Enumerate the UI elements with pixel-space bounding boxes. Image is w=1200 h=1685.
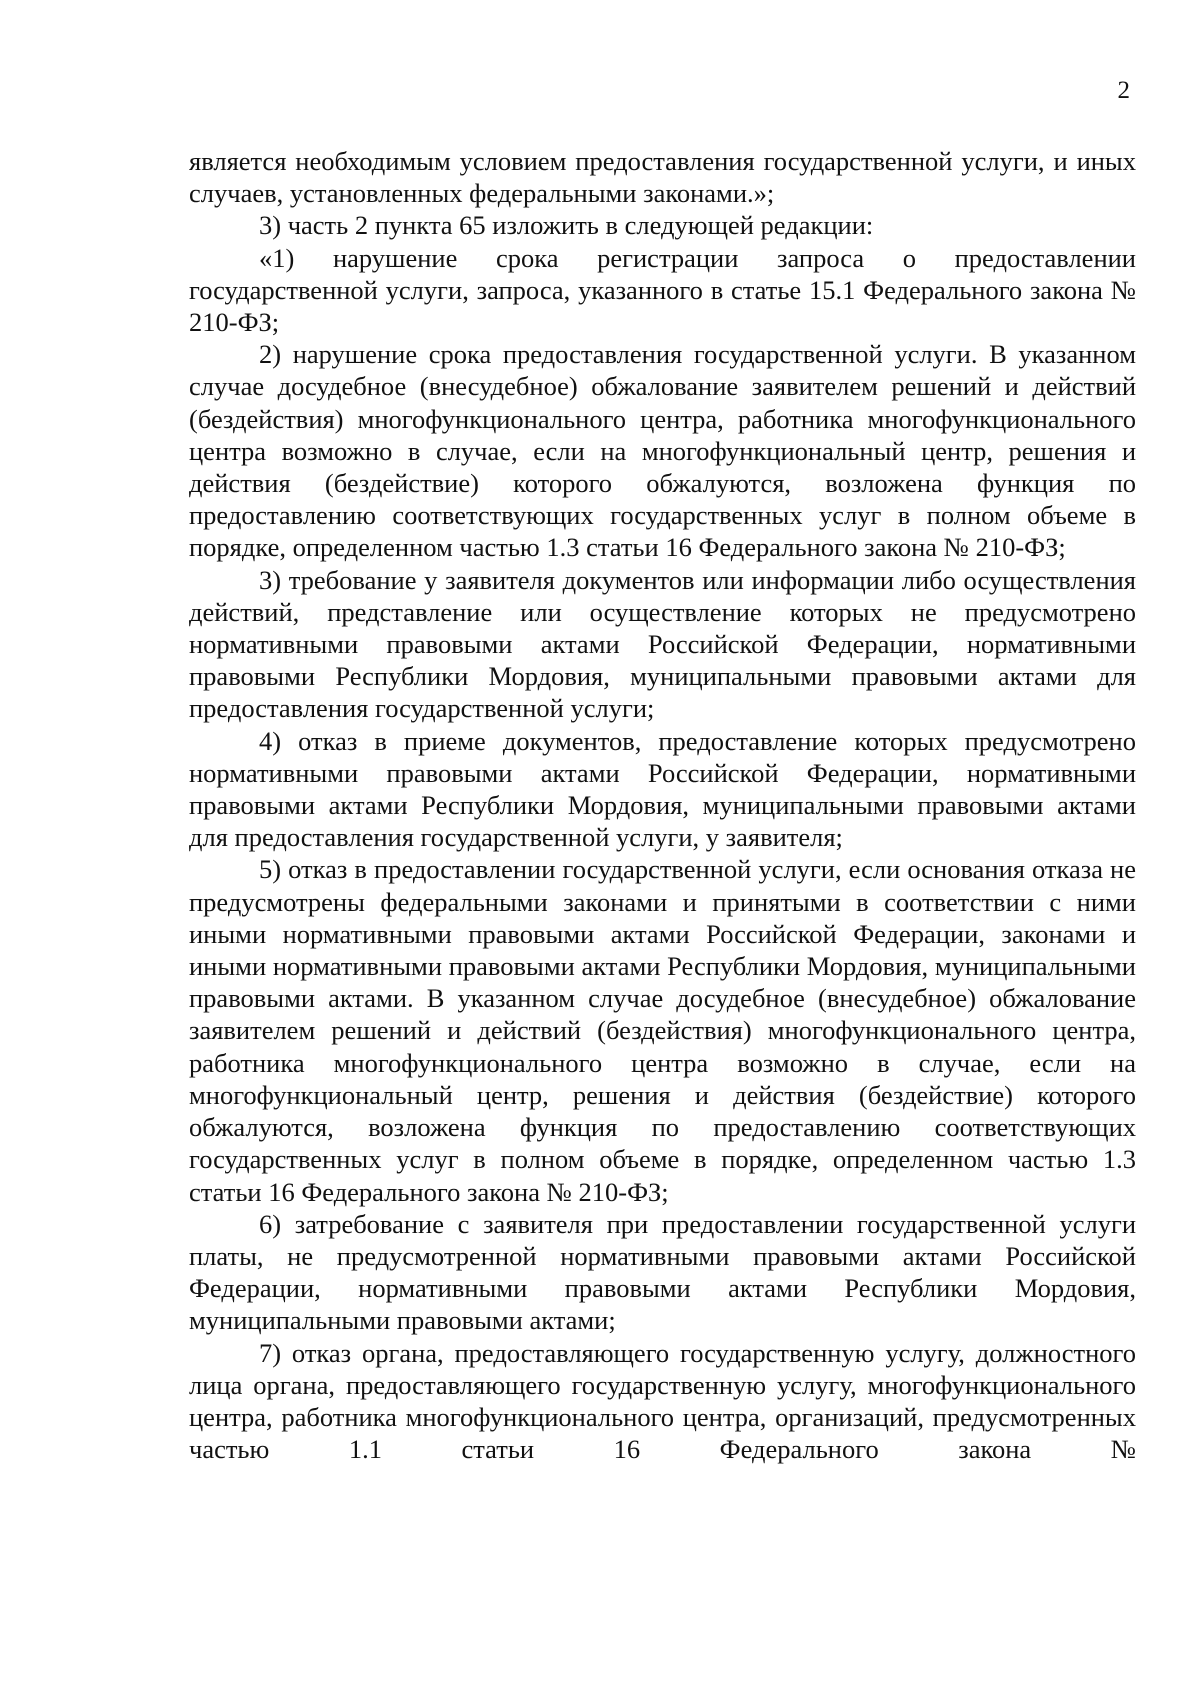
document-body bbox=[189, 145, 1136, 1465]
paragraph-subitem-5: 5) отказ в предоставлении государственной услуги, если основания отказа не предусмотрены федеральными законами и принятыми в соответствии с ними иными нормативными правовыми актами Российской Федерации, законами и иными нормативными правовыми актами Республики Мордовия, муниципальными правовыми актами. В указанном случае досудебное (внесудебное) обжалование заявителем решений и действий (бездействия) многофункционального центра, работника многофункционального центра возможно в случае, если на многофункциональный центр, решения и действия (бездействие) которого обжалуются, возложена функция по предоставлению соответствующих государственных услуг в полном объеме в порядке, определенном частью 1.3 статьи 16 Федерального закона № 210-ФЗ; bbox=[189, 854, 1136, 1207]
paragraph-subitem-1: «1) нарушение срока регистрации запроса о предоставлении государственной услуги, запроса, указанного в статье 15.1 Федерального закона № 210-ФЗ; bbox=[189, 242, 1136, 338]
paragraph-subitem-6: 6) затребование с заявителя при предоставлении государственной услуги платы, не предусмотренной нормативными правовыми актами Российской Федерации, нормативными правовыми актами Республики Мордовия, муниципальными правовыми актами; bbox=[189, 1208, 1136, 1336]
page-number: 2 bbox=[1117, 77, 1130, 104]
paragraph-subitem-3: 3) требование у заявителя документов или информации либо осуществления действий, представление или осуществление которых не предусмотрено нормативными правовыми актами Российской Федерации, нормативными правовыми Республики Мордовия, муниципальными правовыми актами для предоставления государственной услуги; bbox=[189, 564, 1136, 724]
paragraph-continuation: является необходимым условием предоставления государственной услуги, и иных случаев, установленных федеральными законами.»; bbox=[189, 146, 1136, 209]
paragraph-subitem-2: 2) нарушение срока предоставления государственной услуги. В указанном случае досудебное (внесудебное) обжалование заявителем решений и действий (бездействия) многофункционального центра, работника многофункционального центра возможно в случае, если на многофункциональный центр, решения и действия (бездействие) которого обжалуются, возложена функция по предоставлению соответствующих государственных услуг в полном объеме в порядке, определенном частью 1.3 статьи 16 Федерального закона № 210-ФЗ; bbox=[189, 339, 1136, 563]
paragraph-item-3: 3) часть 2 пункта 65 изложить в следующей редакции: bbox=[259, 210, 874, 241]
paragraph-subitem-4: 4) отказ в приеме документов, предоставление которых предусмотрено нормативными правовыми актами Российской Федерации, нормативными правовыми актами Республики Мордовия, муниципальными правовыми актами для предоставления государственной услуги, у заявителя; bbox=[189, 725, 1136, 853]
paragraph-subitem-7: 7) отказ органа, предоставляющего государственную услугу, должностного лица органа, предоставляющего государственную услугу, многофункционального центра, работника многофункционального центра, организаций, предусмотренных частью 1.1 статьи 16 Федерального закона № bbox=[189, 1337, 1136, 1465]
